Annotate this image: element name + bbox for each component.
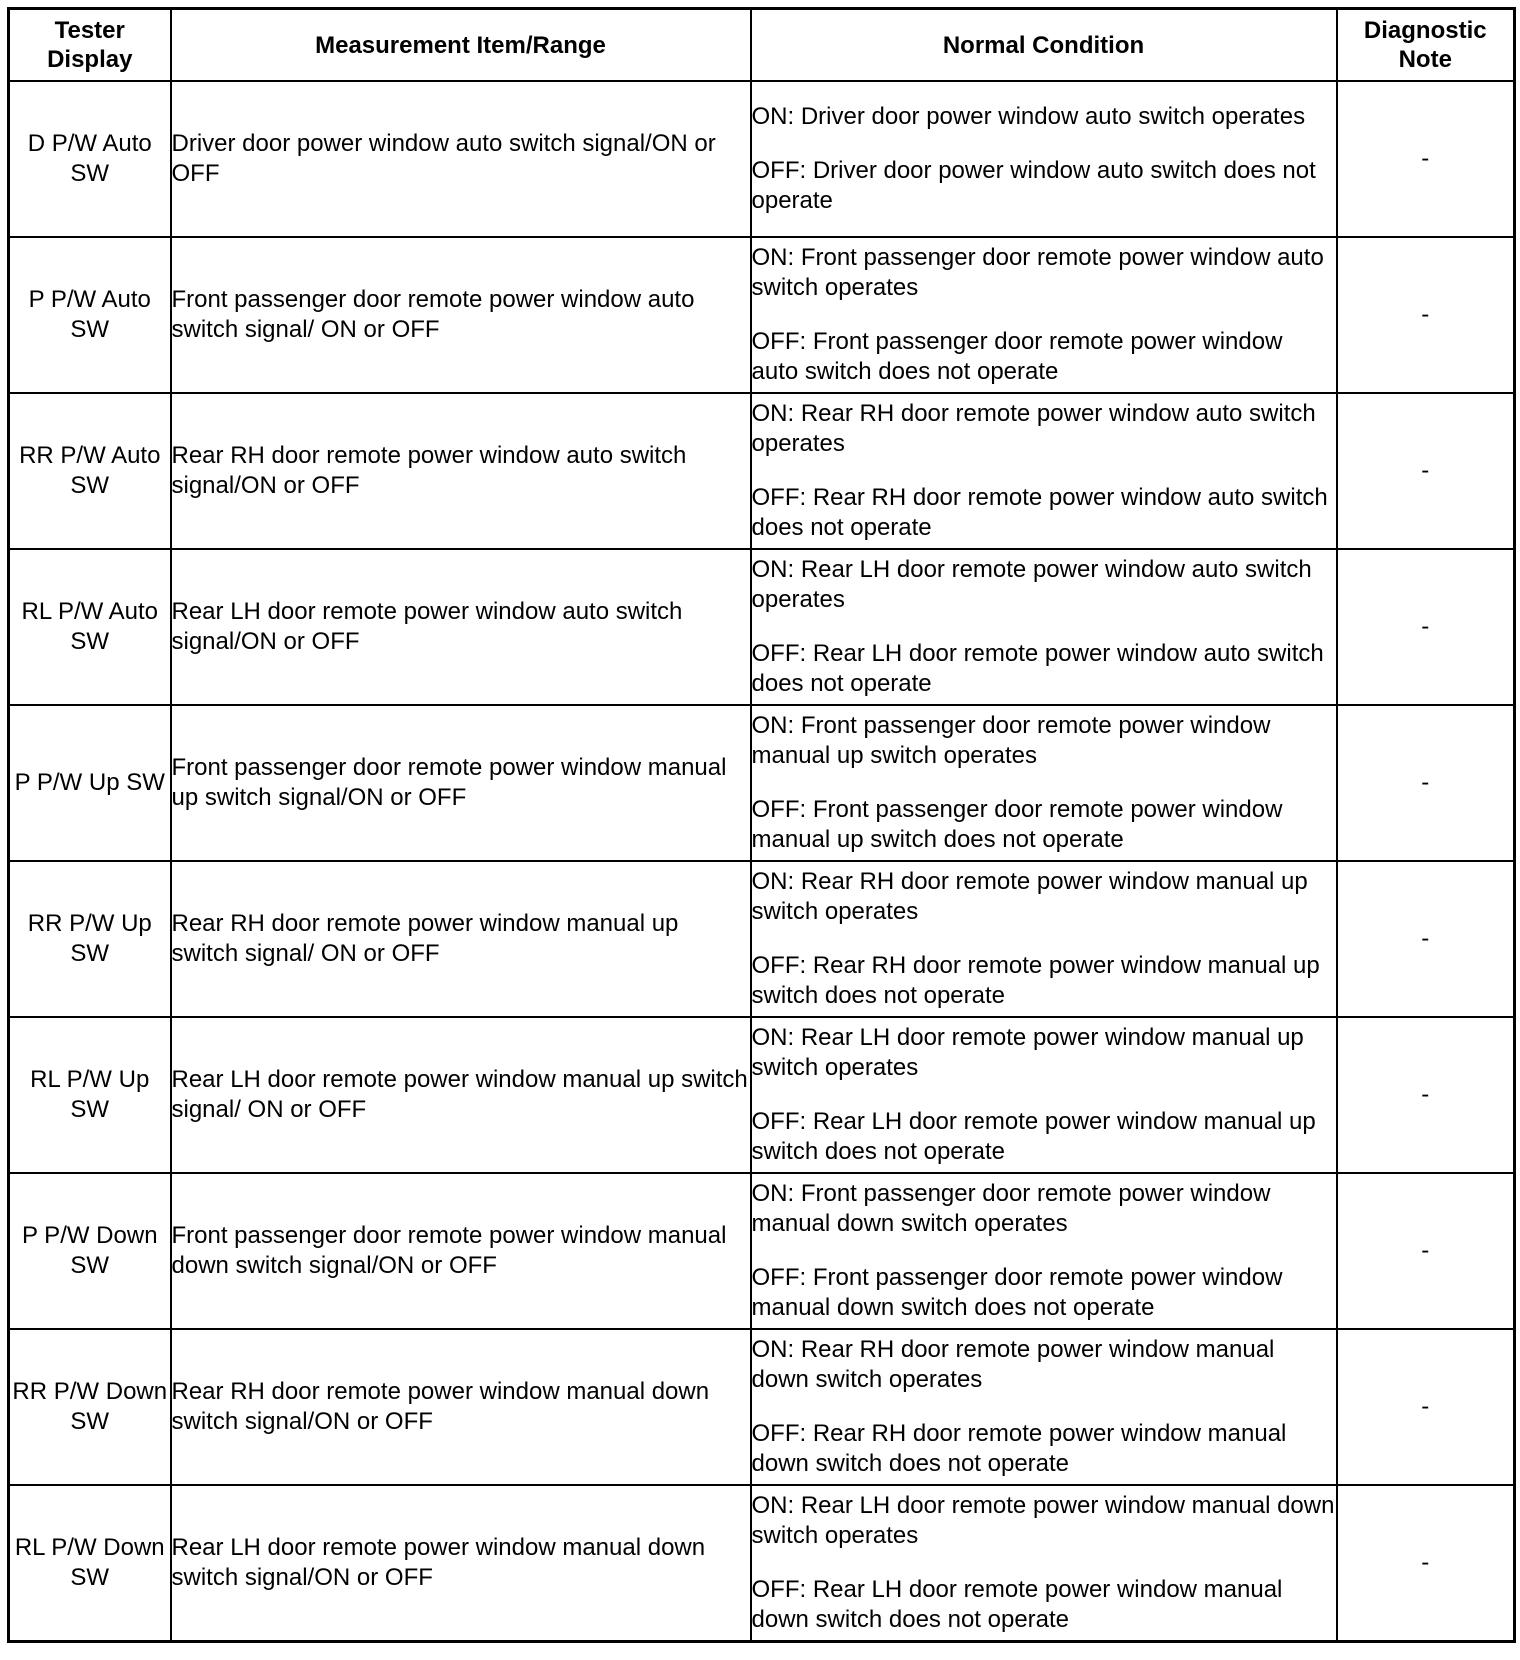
table-row — [9, 1017, 1515, 1173]
condition-off-text: OFF: Rear LH door remote power window auto switch does not operate — [751, 640, 1324, 697]
normal-condition-cell — [751, 705, 1337, 861]
measurement-cell: Driver door power window auto switch signal/ON or OFF — [171, 81, 751, 237]
tester-display-cell: D P/W Auto SW — [9, 81, 171, 237]
condition-on-text: ON: Driver door power window auto switch operates — [751, 103, 1306, 130]
measurement-cell: Rear LH door remote power window manual up switch signal/ ON or OFF — [171, 1017, 751, 1173]
condition-off-text: OFF: Rear RH door remote power window auto switch does not operate — [751, 484, 1328, 541]
tester-display-cell: P P/W Down SW — [9, 1173, 171, 1329]
condition-off-text: OFF: Front passenger door remote power window auto switch does not operate — [751, 328, 1283, 385]
diagnostic-note-cell: - — [1337, 1017, 1515, 1173]
diagnostic-note-cell: - — [1337, 705, 1515, 861]
header-measurement: Measurement Item/Range — [171, 9, 751, 82]
diagnostic-note-cell: - — [1337, 1173, 1515, 1329]
measurement-cell: Rear LH door remote power window manual down switch signal/ON or OFF — [171, 1485, 751, 1642]
normal-condition-cell — [751, 549, 1337, 705]
header-row — [9, 9, 1515, 82]
condition-on-text: ON: Rear LH door remote power window manual down switch operates — [751, 1492, 1335, 1549]
normal-condition-cell — [751, 393, 1337, 549]
table-row — [9, 393, 1515, 549]
condition-off-text: OFF: Front passenger door remote power window manual down switch does not operate — [751, 1264, 1283, 1321]
tester-display-cell: RL P/W Up SW — [9, 1017, 171, 1173]
diagnostic-note-cell: - — [1337, 1329, 1515, 1485]
condition-off-text: OFF: Rear RH door remote power window manual down switch does not operate — [751, 1420, 1287, 1477]
tester-display-cell: RR P/W Up SW — [9, 861, 171, 1017]
condition-off-text: OFF: Rear LH door remote power window manual up switch does not operate — [751, 1108, 1316, 1165]
diagnostic-note-cell: - — [1337, 1485, 1515, 1642]
measurement-cell: Rear RH door remote power window manual down switch signal/ON or OFF — [171, 1329, 751, 1485]
condition-on-text: ON: Rear RH door remote power window manual down switch operates — [751, 1336, 1275, 1393]
table-row — [9, 1329, 1515, 1485]
tester-display-cell: RL P/W Down SW — [9, 1485, 171, 1642]
condition-on-text: ON: Rear LH door remote power window manual up switch operates — [751, 1024, 1304, 1081]
condition-off-text: OFF: Rear RH door remote power window manual up switch does not operate — [751, 952, 1320, 1009]
measurement-cell: Front passenger door remote power window manual up switch signal/ON or OFF — [171, 705, 751, 861]
condition-off-text: OFF: Rear LH door remote power window manual down switch does not operate — [751, 1576, 1283, 1633]
condition-on-text: ON: Front passenger door remote power window auto switch operates — [751, 244, 1324, 301]
normal-condition-cell — [751, 1173, 1337, 1329]
condition-on-text: ON: Rear RH door remote power window manual up switch operates — [751, 868, 1308, 925]
tester-display-cell: P P/W Auto SW — [9, 237, 171, 393]
normal-condition-cell — [751, 1017, 1337, 1173]
table-row — [9, 237, 1515, 393]
normal-condition-cell — [751, 81, 1337, 237]
header-tester-display: Tester Display — [9, 9, 171, 82]
normal-condition-cell — [751, 237, 1337, 393]
table-row — [9, 705, 1515, 861]
diagnostic-note-cell: - — [1337, 237, 1515, 393]
tester-display-cell: RL P/W Auto SW — [9, 549, 171, 705]
normal-condition-cell — [751, 1329, 1337, 1485]
header-normal-condition: Normal Condition — [751, 9, 1337, 82]
condition-on-text: ON: Front passenger door remote power window manual up switch operates — [751, 712, 1271, 769]
tester-display-cell: RR P/W Down SW — [9, 1329, 171, 1485]
measurement-cell: Rear RH door remote power window manual up switch signal/ ON or OFF — [171, 861, 751, 1017]
measurement-cell: Front passenger door remote power window auto switch signal/ ON or OFF — [171, 237, 751, 393]
normal-condition-cell — [751, 861, 1337, 1017]
tester-display-cell: RR P/W Auto SW — [9, 393, 171, 549]
table-row — [9, 81, 1515, 237]
normal-condition-cell — [751, 1485, 1337, 1642]
condition-off-text: OFF: Front passenger door remote power window manual up switch does not operate — [751, 796, 1283, 853]
condition-on-text: ON: Rear RH door remote power window auto switch operates — [751, 400, 1316, 457]
header-diagnostic-note: Diagnostic Note — [1337, 9, 1515, 82]
condition-on-text: ON: Rear LH door remote power window auto switch operates — [751, 556, 1312, 613]
table-row — [9, 549, 1515, 705]
diagnostic-note-cell: - — [1337, 861, 1515, 1017]
table-row — [9, 861, 1515, 1017]
tester-display-cell: P P/W Up SW — [9, 705, 171, 861]
diagnostic-table — [7, 7, 1516, 1643]
diagnostic-note-cell: - — [1337, 81, 1515, 237]
condition-on-text: ON: Front passenger door remote power window manual down switch operates — [751, 1180, 1271, 1237]
table-body — [9, 81, 1515, 1642]
condition-off-text: OFF: Driver door power window auto switch does not operate — [751, 157, 1316, 214]
measurement-cell: Front passenger door remote power window manual down switch signal/ON or OFF — [171, 1173, 751, 1329]
diagnostic-note-cell: - — [1337, 549, 1515, 705]
measurement-cell: Rear LH door remote power window auto switch signal/ON or OFF — [171, 549, 751, 705]
table-row — [9, 1173, 1515, 1329]
diagnostic-note-cell: - — [1337, 393, 1515, 549]
table-row — [9, 1485, 1515, 1642]
measurement-cell: Rear RH door remote power window auto switch signal/ON or OFF — [171, 393, 751, 549]
